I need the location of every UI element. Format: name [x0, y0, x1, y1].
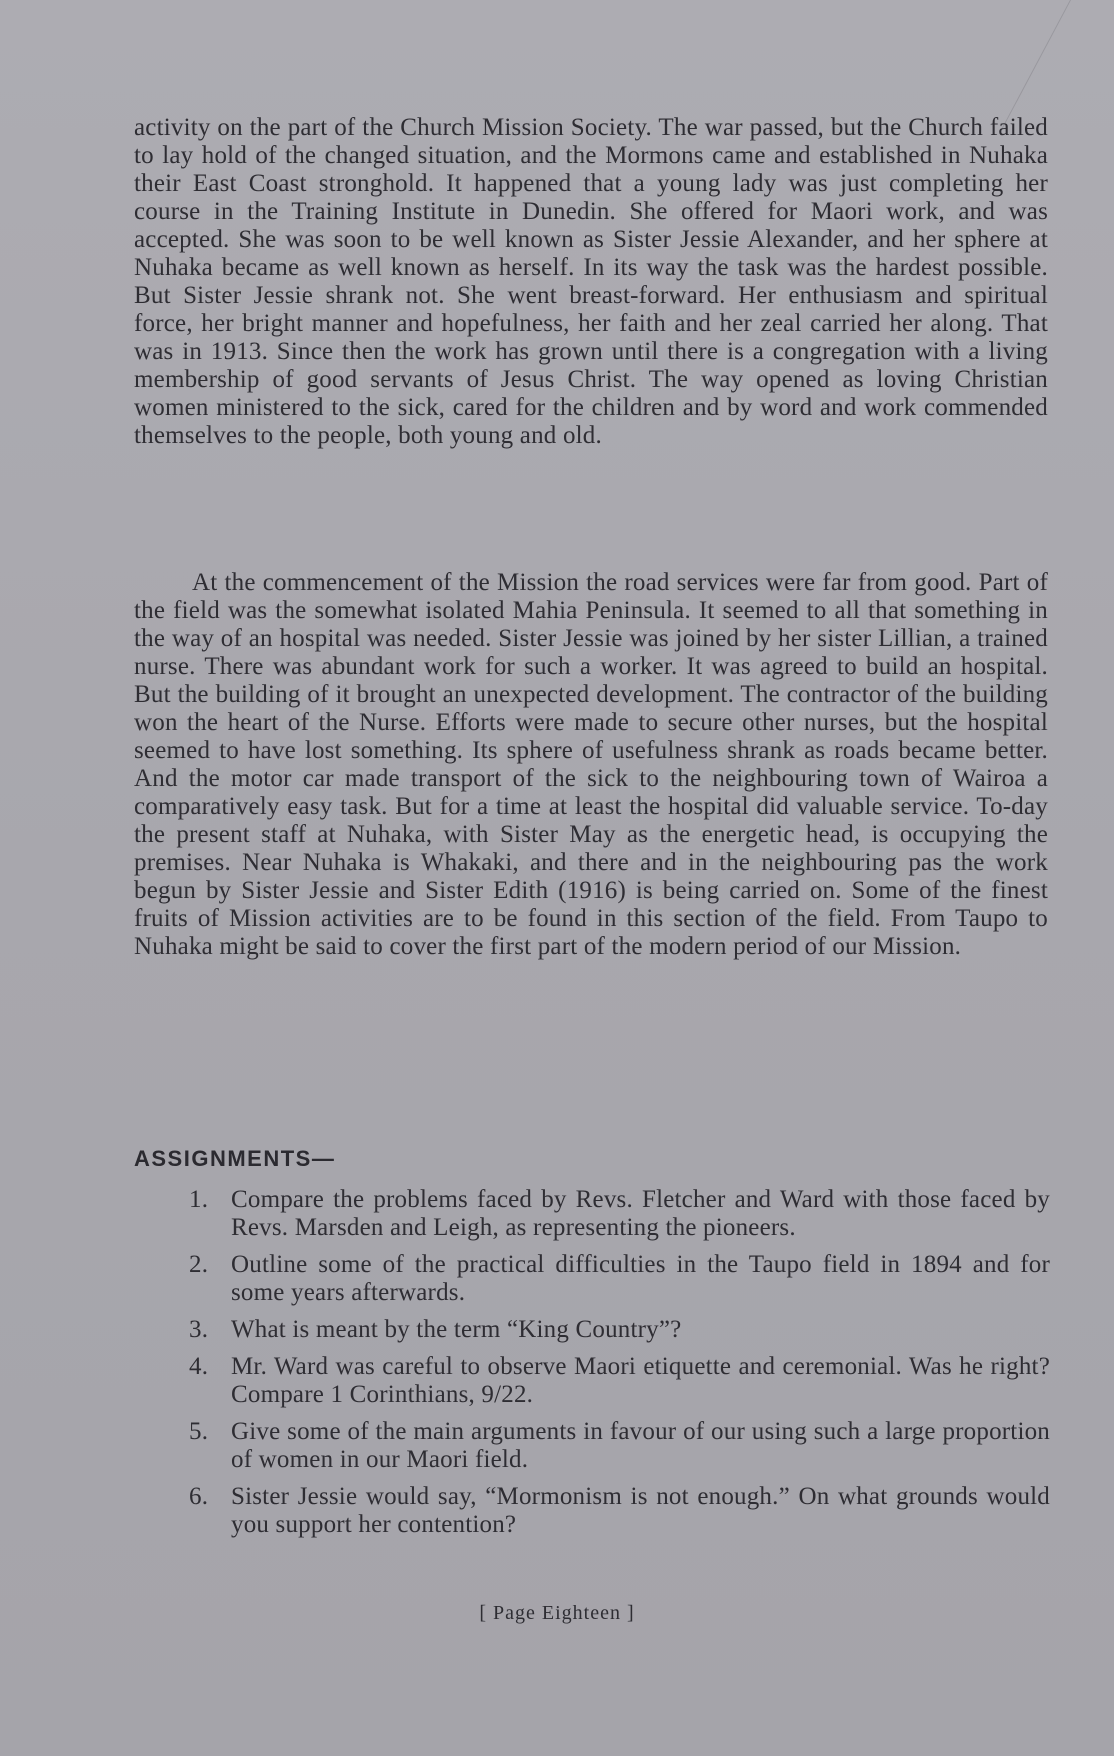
assignment-text: Outline some of the practical difficulties in the Taupo field in 1894 and for some years afterwards. [231, 1251, 1050, 1306]
assignment-item [134, 1483, 1050, 1539]
assignment-number: 5. [189, 1418, 209, 1445]
assignment-text: Sister Jessie would say, “Mormonism is not enough.” On what grounds would you support her contention? [231, 1483, 1050, 1538]
assignments-heading: ASSIGNMENTS— [134, 1146, 336, 1171]
assignment-item [134, 1418, 1050, 1474]
assignment-number: 3. [189, 1316, 209, 1343]
assignment-item [134, 1186, 1050, 1242]
assignment-number: 2. [189, 1251, 209, 1278]
assignment-text: Give some of the main arguments in favour of our using such a large proportion of women in our Maori field. [231, 1418, 1050, 1473]
paper-fold-mark [931, 0, 1071, 130]
assignment-number: 6. [189, 1483, 209, 1510]
assignment-text: Compare the problems faced by Revs. Fletcher and Ward with those faced by Revs. Marsden and Leigh, as representing the pioneers. [231, 1186, 1050, 1241]
assignment-number: 1. [189, 1186, 209, 1213]
assignment-text: What is meant by the term “King Country”? [231, 1316, 682, 1343]
assignment-text: Mr. Ward was careful to observe Maori etiquette and ceremonial. Was he right? Compare 1 Corinthians, 9/22. [231, 1353, 1050, 1408]
assignments-list [134, 1186, 1050, 1548]
page-number-footer: [ Page Eighteen ] [479, 1602, 635, 1624]
body-paragraph: At the commencement of the Mission the road services were far from good. Part of the field was the somewhat isolated Mahia Peninsula. It seemed to all that something in the way of an hospital was needed. Sister Jessie was joined by her sister Lillian, a trained nurse. There was abundant work for such a worker. It was agreed to build an hospital. But the building of it brought an unexpected development. The contractor of the building won the heart of the Nurse. Efforts were made to secure other nurses, but the hospital seemed to have lost something. Its sphere of usefulness shrank as roads became better. And the motor car made transport of the sick to the neighbouring town of Wairoa a comparatively easy task. But for a time at least the hospital did valuable service. To-day the present staff at Nuhaka, with Sister May as the energetic head, is occupying the premises. Near Nuhaka is Whakaki, and there and in the neighbouring pas the work begun by Sister Jessie and Sister Edith (1916) is being carried on. Some of the finest fruits of Mission activities are to be found in this section of the field. From Taupo to Nuhaka might be said to cover the first part of the modern period of our Mission. [134, 569, 1048, 960]
assignment-item [134, 1251, 1050, 1307]
body-paragraph: activity on the part of the Church Mission Society. The war passed, but the Church failed to lay hold of the changed situation, and the Mormons came and established in Nuhaka their East Coast stronghold. It happened that a young lady was just completing her course in the Training Institute in Dunedin. She offered for Maori work, and was accepted. She was soon to be well known as Sister Jessie Alexander, and her sphere at Nuhaka became as well known as herself. In its way the task was the hardest possible. But Sister Jessie shrank not. She went breast-forward. Her enthusiasm and spiritual force, her bright manner and hopefulness, her faith and her zeal carried her along. That was in 1913. Since then the work has grown until there is a congregation with a living membership of good servants of Jesus Christ. The way opened as loving Christian women ministered to the sick, cared for the children and by word and work commended themselves to the people, both young and old. [134, 114, 1048, 449]
assignment-number: 4. [189, 1353, 209, 1380]
assignment-item [134, 1353, 1050, 1409]
assignment-item [134, 1316, 1050, 1344]
